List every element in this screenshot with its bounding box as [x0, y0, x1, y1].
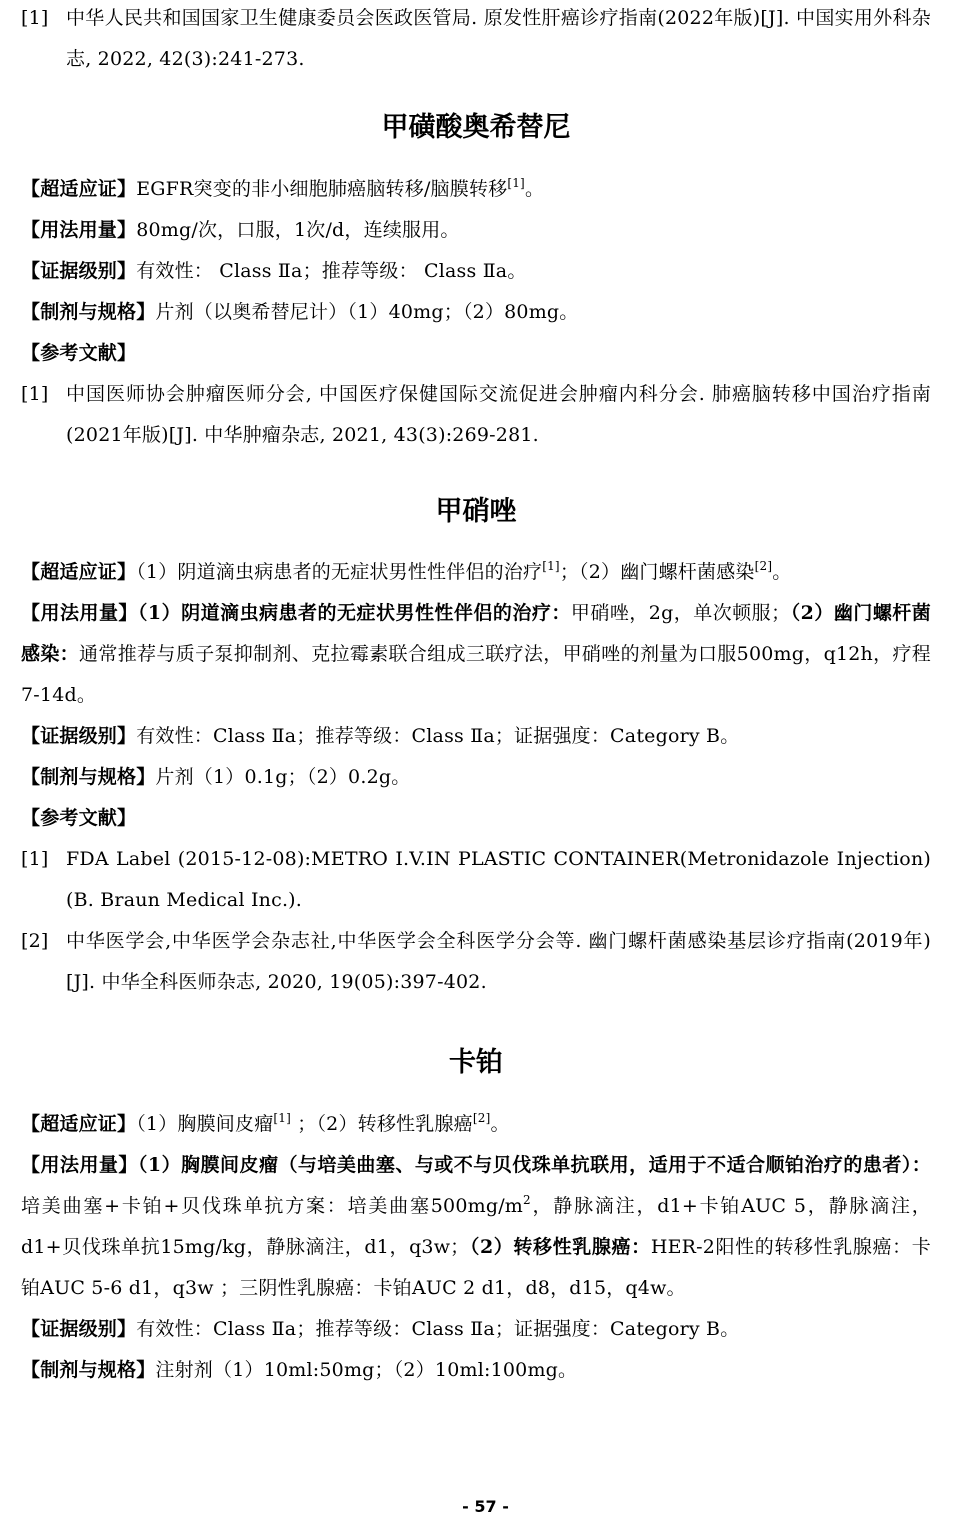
- dosage-text: ，静脉滴注，d1+卡铂AUC 5，静脉滴注，d1+贝伐珠单抗15mg/kg，静脉滴注，d1，q3w；: [21, 1195, 931, 1258]
- formulation-text: 片剂（以奥希替尼计）（1）40mg；（2）80mg。: [155, 301, 579, 323]
- citation-mark: [2]: [472, 1110, 491, 1125]
- dosage-row: [21, 593, 931, 716]
- formulation-text: 注射剂（1）10ml:50mg；（2）10ml:100mg。: [155, 1359, 578, 1381]
- reference-item: [21, 374, 931, 456]
- indication-row: [21, 169, 931, 210]
- evidence-text: 有效性： Class Ⅱa；推荐等级： Class Ⅱa。: [136, 260, 527, 282]
- reference-number: [1]: [21, 7, 49, 29]
- reference-item: [21, 921, 931, 1003]
- indication-end: 。: [490, 1113, 510, 1135]
- drug-section-metronidazole: [21, 490, 931, 1003]
- evidence-row: [21, 251, 931, 292]
- reference-item: [21, 839, 931, 921]
- evidence-row: [21, 1309, 931, 1350]
- drug-title: 甲磺酸奥希替尼: [381, 112, 571, 143]
- indication-end: 。: [524, 178, 545, 200]
- indication-label: 【超适应证】: [21, 561, 137, 583]
- dosage-text: 甲硝唑，2g，单次顿服；: [570, 602, 791, 624]
- citation-mark: [1]: [507, 175, 525, 190]
- evidence-row: [21, 716, 931, 757]
- indication-row: [21, 552, 931, 593]
- dosage-text: 培美曲塞+卡铂+贝伐珠单抗方案：培美曲塞500mg/m: [21, 1195, 524, 1217]
- superscript: 2: [523, 1192, 531, 1207]
- formulation-label: 【制剂与规格】: [21, 301, 156, 323]
- citation-mark: [2]: [754, 558, 773, 573]
- indication-text: ；（2）转移性乳腺癌: [291, 1113, 473, 1135]
- citation-mark: [1]: [542, 558, 560, 573]
- evidence-label: 【证据级别】: [21, 1318, 137, 1340]
- reference-text: 中国医师协会肿瘤医师分会, 中国医疗保健国际交流促进会肿瘤内科分会. 肺癌脑转移中国治疗指南(2021年版)[J]. 中华肿瘤杂志, 2021, 43(3):269-281.: [66, 383, 931, 446]
- indication-text: EGFR突变的非小细胞肺癌脑转移/脑膜转移: [136, 178, 508, 200]
- reference-text: FDA Label (2015-12-08):METRO I.V.IN PLASTIC CONTAINER(Metronidazole Injection) (B. Braun Medical Inc.).: [66, 848, 931, 911]
- indication-end: 。: [772, 561, 792, 583]
- evidence-text: 有效性：Class Ⅱa；推荐等级：Class Ⅱa；证据强度：Category B。: [136, 725, 740, 747]
- dosage-label: 【用法用量】: [21, 602, 138, 624]
- reference-number: [2]: [21, 930, 49, 952]
- dosage-subheading: （1）阴道滴虫病患者的无症状男性性伴侣的治疗：: [137, 602, 571, 624]
- dosage-text: 80mg/次，口服，1次/d，连续服用。: [136, 219, 460, 241]
- page-content: [21, 0, 931, 1391]
- dosage-row: [21, 1145, 931, 1309]
- dosage-subheading: （1）胸膜间皮瘤（与培美曲塞、与或不与贝伐珠单抗联用，适用于不适合顺铂治疗的患者）：: [137, 1154, 932, 1176]
- reference-item: [21, 0, 931, 80]
- references-heading: 【参考文献】: [21, 342, 137, 364]
- drug-section-osimertinib: [21, 106, 931, 456]
- dosage-row: [21, 210, 931, 251]
- dosage-text: HER-2阳性的转移性乳腺癌：卡铂AUC 5-6 d1，q3w ；三阴性乳腺癌：卡铂AUC 2 d1，d8，d15，q4w。: [21, 1236, 931, 1299]
- formulation-row: [21, 1350, 931, 1391]
- formulation-row: [21, 292, 931, 333]
- drug-section-carboplatin: [21, 1041, 931, 1391]
- reference-text: 中华医学会,中华医学会杂志社,中华医学会全科医学分会等. 幽门螺杆菌感染基层诊疗指南(2019年)[J]. 中华全科医师杂志, 2020, 19(05):397-402.: [66, 930, 931, 993]
- indication-label: 【超适应证】: [21, 178, 137, 200]
- reference-text: 中华人民共和国国家卫生健康委员会医政医管局. 原发性肝癌诊疗指南(2022年版)[J]. 中国实用外科杂志, 2022, 42(3):241-273.: [66, 7, 931, 70]
- formulation-label: 【制剂与规格】: [21, 1359, 156, 1381]
- indication-text: （1）胸膜间皮瘤: [136, 1113, 274, 1135]
- formulation-row: [21, 757, 931, 798]
- evidence-label: 【证据级别】: [21, 725, 137, 747]
- indication-row: [21, 1104, 931, 1145]
- evidence-label: 【证据级别】: [21, 260, 137, 282]
- indication-text: ；（2）幽门螺杆菌感染: [559, 561, 755, 583]
- page-number: - 57 -: [462, 1497, 509, 1516]
- reference-number: [1]: [21, 383, 49, 405]
- formulation-text: 片剂（1）0.1g；（2）0.2g。: [155, 766, 411, 788]
- evidence-text: 有效性：Class Ⅱa；推荐等级：Class Ⅱa；证据强度：Category B。: [136, 1318, 740, 1340]
- dosage-subheading: （2）转移性乳腺癌：: [469, 1236, 651, 1258]
- formulation-label: 【制剂与规格】: [21, 766, 156, 788]
- reference-number: [1]: [21, 848, 49, 870]
- dosage-label: 【用法用量】: [21, 219, 137, 241]
- references-heading: 【参考文献】: [21, 807, 137, 829]
- dosage-text: 通常推荐与质子泵抑制剂、克拉霉素联合组成三联疗法，甲硝唑的剂量为口服500mg，q12h，疗程7-14d。: [21, 643, 931, 706]
- indication-text: （1）阴道滴虫病患者的无症状男性性伴侣的治疗: [136, 561, 543, 583]
- drug-title: 卡铂: [449, 1047, 503, 1078]
- dosage-subheading: （2）幽门螺杆菌感染：: [21, 602, 931, 665]
- dosage-label: 【用法用量】: [21, 1154, 138, 1176]
- indication-label: 【超适应证】: [21, 1113, 137, 1135]
- drug-title: 甲硝唑: [435, 496, 517, 527]
- citation-mark: [1]: [273, 1110, 292, 1125]
